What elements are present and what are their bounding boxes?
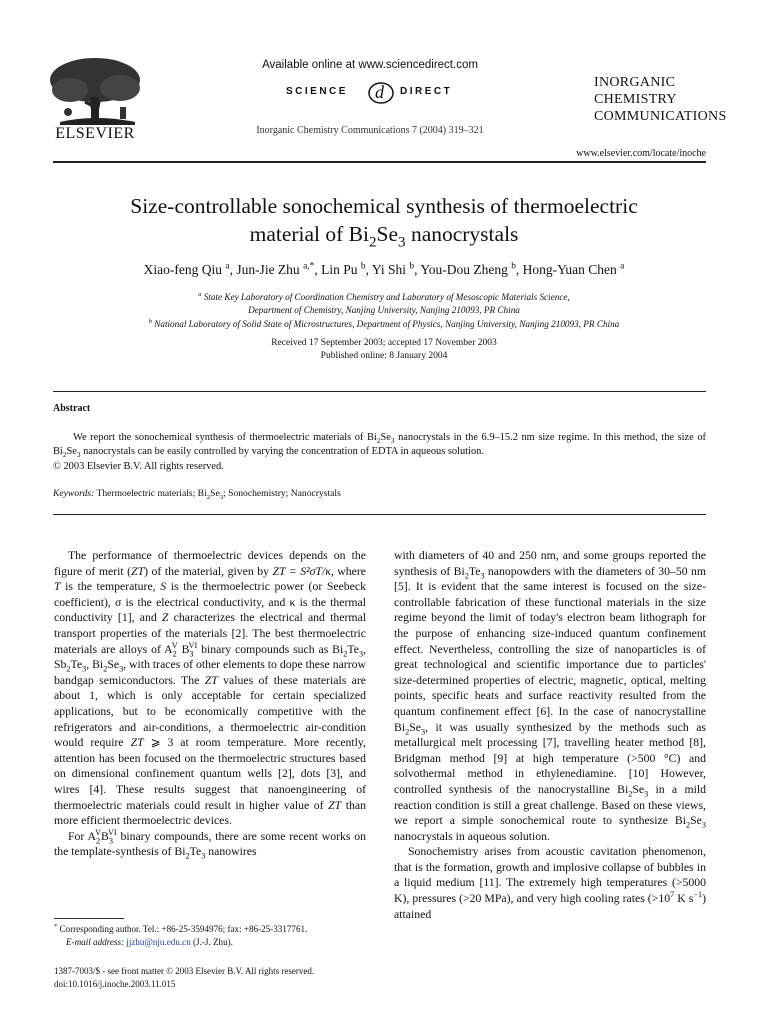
footnote-rule [54, 918, 124, 919]
sciencedirect-right: DIRECT [400, 86, 453, 97]
journal-logo-line: INORGANIC [594, 75, 676, 90]
doi-line[interactable]: doi:10.1016/j.inoche.2003.11.015 [54, 979, 176, 989]
author: Xiao-feng Qiu $^a$ [143, 261, 230, 277]
body-column-left [54, 548, 366, 860]
abstract-bottom-rule [53, 514, 706, 515]
body-column-right [394, 548, 706, 922]
journal-logo-line: CHEMISTRY [594, 92, 677, 107]
author: Hong-Yuan Chen $^a$ [522, 261, 625, 277]
article-dates [40, 337, 728, 363]
email-link[interactable]: jjzhu@nju.edu.cn [126, 937, 191, 947]
affiliation-a: $^a$ State Key Laboratory of Coordination Chemistry and Laboratory of Mesoscopic Materials Science, Department of Chemistry, Nanjing University, Nanjing 210093, PR China [198, 290, 570, 315]
title-line-1: Size-controllable sonochemical synthesis of thermoelectric [130, 194, 638, 218]
author: Lin Pu $^b$ [321, 261, 366, 277]
svg-text:d: d [375, 82, 384, 102]
published-date: Published online: 8 January 2004 [320, 351, 448, 361]
journal-citation: Inorganic Chemistry Communications 7 (2004) 319–321 [256, 125, 484, 136]
journal-logo [594, 74, 727, 125]
affiliation-b: $^b$ National Laboratory of Solid State of Microstructures, Department of Physics, Nanjing University, Nanjing 210093, PR China [148, 317, 620, 329]
sciencedirect-logo [286, 78, 482, 106]
header-rule [53, 161, 706, 163]
sciencedirect-d-icon [366, 78, 396, 106]
journal-url-link[interactable]: www.elsevier.com/locate/inoche [576, 148, 706, 159]
paragraph: The performance of thermoelectric devices depends on the figure of merit (ZT) of the material, given by ZT = S²σT/κ, where T is the temperature, S is the thermoelectric power (or Seebeck coefficient), σ is the electrical conductivity, and κ is the thermal conductivity [1], and Z characterizes the electrical and thermal transport properties of the materials [2]. The best thermoelectric materials are alloys of $A_2^V$ $B_3^{VI}$ binary compounds such as $Bi_2Te_3$, $Sb_2Te_3$, $Bi_2Se_3$, with traces of other elements to dope these narrow bandgap semiconductors. The ZT values of these materials are about 1, which is only acceptable for certain specialized applications, but to be economically competitive with the refrigerators and air-conditions, a thermoelectric air-condition would require ZT ⩾ 3 at room temperature. More recently, attention has been focused on the thermoelectric structures based on dimensional confinement quantum wells [2], dots [3], and wires [4]. These results suggest that nanoengineering of thermoelectric materials could result in higher value of ZT than more efficient thermoelectric devices. [54, 549, 367, 828]
issn-doi-block [54, 965, 384, 991]
received-date: Received 17 September 2003; accepted 17 November 2003 [271, 338, 497, 348]
sciencedirect-left: SCIENCE [286, 86, 348, 97]
paragraph: with diameters of 40 and 250 nm, and some groups reported the synthesis of $Bi_2Te_3$ nanopowders with the diameters of 30–50 nm [5]. It is evident that the same interest is focused on the size-controllable fabrication of these functional materials in the size regime beyond the limit of today's electron beam lithograph for the purpose of enhancing size-induced quantum confinement effect. Nevertheless, controlling the size of nanoparticles is of great technological and scientific importance due to particles' size-determined properties of electric, magnetic, optical, melting points, specific heats and surface reactivity resulted from the quantum confinement effect [6]. In the case of nanocrystalline $Bi_2Se_3$, it was usually synthesized by the methods such as metallurgical melt processing [7], travelling heater method [8], Bridgman method [9] at high temperature (>500 °C) and solvothermal method in ethylenediamine. [10] However, controlled synthesis of the nanocrystalline $Bi_2Se_3$ in a mild reaction condition is still a great challenge. Based on these views, we report a simple sonochemical route to synthesize $Bi_2Se_3$ nanocrystals in aqueous solution. [394, 549, 706, 843]
issn-line: 1387-7003/$ - see front matter © 2003 Elsevier B.V. All rights reserved. [54, 966, 315, 976]
keywords: Keywords: Thermoelectric materials; $Bi_2Se_3$; Sonochemistry; Nanocrystals [53, 488, 341, 501]
author: Yi Shi $^b$ [371, 261, 415, 277]
paragraph: Sonochemistry arises from acoustic cavitation phenomenon, that is the formation, growth and implosive collapse of bubbles in a liquid medium [11]. The extremely high temperatures (>5000 K), pressures (>20 MPa), and very high cooling rates ($>10^7$ K $s^{-1}$) attained [394, 845, 706, 921]
corresponding-author-footnote: * Corresponding author. Tel.: +86-25-3594976; fax: +86-25-3317761. E-mail address: jjzhu@nju.edu.cn (J.-J. Zhu). [54, 922, 308, 947]
available-online-text: Available online at www.sciencedirect.com [262, 59, 478, 71]
abstract-copyright: © 2003 Elsevier B.V. All rights reserved. [53, 460, 224, 472]
abstract-top-rule [53, 391, 706, 392]
author: You-Dou Zheng $^b$ [420, 261, 516, 277]
abstract-text: We report the sonochemical synthesis of thermoelectric materials of $Bi_2Se_3$ nanocrystals in the 6.9–15.2 nm size regime. In this method, the size of $Bi_2Se_3$ nanocrystals can be easily controlled by varying the concentration of EDTA in aqueous solution. © 2003 Elsevier B.V. All rights reserved. [53, 431, 706, 474]
journal-logo-line: COMMUNICATIONS [594, 109, 727, 124]
publisher-name: ELSEVIER [55, 125, 135, 142]
paragraph: For $A_2^VB_3^{VI}$ binary compounds, there are some recent works on the template-synthesis of $Bi_2Te_3$ nanowires [54, 827, 366, 861]
paper-title [60, 192, 708, 251]
title-line-2: material of $Bi_2Se_3$ nanocrystals [249, 222, 519, 251]
author: Jun-Jie Zhu $^{a,*}$ [236, 261, 315, 277]
abstract-heading: Abstract [53, 403, 91, 414]
author-list: Xiao-feng Qiu $^a$, Jun-Jie Zhu $^{a,*}$, Lin Pu $^b$, Yi Shi $^b$, You-Dou Zheng $^b$, Hong-Yuan Chen $^a$ [143, 261, 625, 277]
